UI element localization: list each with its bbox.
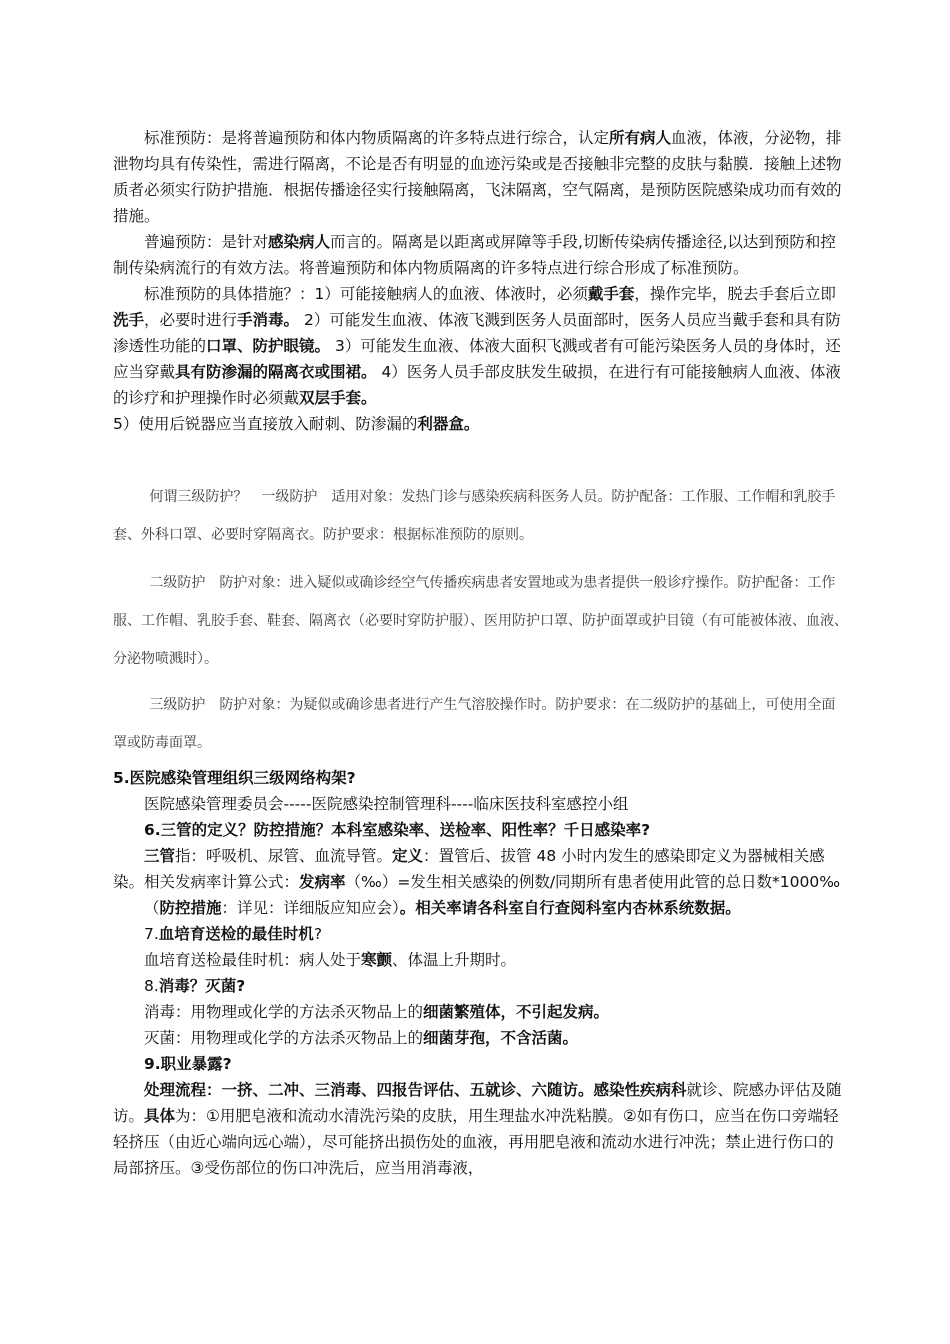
q7-body xyxy=(113,947,848,973)
text-run: 血培育送检最佳时机：病人处于 xyxy=(144,951,362,969)
q6-body xyxy=(113,843,848,895)
bold-run: 具体 xyxy=(144,1107,176,1125)
level2-protection xyxy=(113,564,848,678)
bold-run: 细菌繁殖体，不引起发病。 xyxy=(423,1003,610,1021)
bold-run: 戴手套 xyxy=(587,285,635,303)
bold-run: 感染病人 xyxy=(268,233,331,251)
text-run: ：详见：详细版应知应会） xyxy=(221,899,400,917)
q5-body: 医院感染管理委员会-----医院感染控制管理科----临床医技科室感控小组 xyxy=(144,795,629,813)
text-run: 而言的。隔离是以距离或屏障等手段,切断传染病传播途径,以达到预防和控制传染病流行的有效方法。将普遍预防和体内物质隔离的许多特点进行综合形成了标准预防。 xyxy=(113,233,836,277)
text-run: 5）使用后锐器应当直接放入耐刺、防渗漏的 xyxy=(113,415,418,433)
bold-run: 。相关率请各科室自行查阅科室内杏林系统数据。 xyxy=(399,899,741,917)
text-run: 普遍预防：是针对 xyxy=(144,233,269,251)
level3-protection xyxy=(113,686,848,762)
q9-title xyxy=(113,1051,848,1077)
q8-title xyxy=(113,973,848,999)
standard-precautions-section xyxy=(113,125,848,437)
q6-measures xyxy=(113,895,848,921)
bold-run: 处理流程：一挤、二冲、三消毒、四报告评估、五就诊、六随访。感染性疾病科 xyxy=(144,1081,687,1099)
text-run: 4）医务人员手部皮肤发生破损，在进行有可能接触病人血液、体液的诊疗和护理操作时必须戴 xyxy=(113,363,841,407)
text-run: ，操作完毕，脱去手套后立即 xyxy=(634,285,836,303)
bold-run: 三管 xyxy=(144,847,176,865)
q6-title xyxy=(113,817,848,843)
qa-section xyxy=(113,765,848,1181)
bold-run: 手消毒。 xyxy=(237,311,300,329)
text-run: ：置管后、拔管 48 小时内发生的感染即定义为器械相关感染。相关发病率计算公式： xyxy=(113,847,825,891)
q7-title xyxy=(113,921,848,947)
text-run: （‰）=发生相关感染的例数/同期所有患者使用此管的总日数*1000‰ xyxy=(345,873,841,891)
bold-run: 利器盒。 xyxy=(417,415,480,433)
bold-run: 血培育送检的最佳时机 xyxy=(158,925,314,943)
bold-run: 定义 xyxy=(392,847,424,865)
text-run: 为：①用肥皂液和流动水清洗污染的皮肤，用生理盐水冲洗粘膜。②如有伤口，应当在伤口旁端轻轻挤压（由近心端向远心端），尽可能挤出损伤处的血液，再用肥皂液和流动水进行冲洗；禁止进行伤口的局部挤压。③受伤部位的伤口冲洗后，应当用消毒液， xyxy=(113,1107,839,1177)
bold-run: 消毒？灭菌? xyxy=(158,977,246,995)
q8-disinfection xyxy=(113,999,848,1025)
paragraph-standard-precautions xyxy=(113,125,848,229)
text-run: 7. xyxy=(144,925,159,943)
text-run: 、体温上升期时。 xyxy=(392,951,517,969)
text-run: 2）可能发生血液、体液飞溅到医务人员面部时，医务人员应当戴手套和具有防渗透性功能的 xyxy=(113,311,841,355)
paragraph-specific-measures xyxy=(113,281,848,411)
text-run: 就诊、院感办评估及随访。 xyxy=(113,1081,842,1125)
bold-run: 防控措施 xyxy=(159,899,222,917)
bold-run: 双层手套。 xyxy=(299,389,377,407)
bold-run: 6.三管的定义？防控措施？本科室感染率、送检率、阳性率？千日感染率? xyxy=(144,821,651,839)
bold-run: 细菌芽孢，不含活菌。 xyxy=(423,1029,579,1047)
text-run: 灭菌：用物理或化学的方法杀灭物品上的 xyxy=(144,1029,424,1047)
bold-run: 寒颤 xyxy=(361,951,393,969)
text-run: 指：呼吸机、尿管、血流导管。 xyxy=(175,847,393,865)
bold-run: 9.职业暴露? xyxy=(144,1055,232,1073)
text-run: 标准预防：是将普遍预防和体内物质隔离的许多特点进行综合，认定 xyxy=(144,129,610,147)
level1-protection xyxy=(113,478,848,554)
text-run: 8. xyxy=(144,977,159,995)
paragraph-universal-precautions xyxy=(113,229,848,281)
paragraph-level1: 何谓三级防护？ 一级防护 适用对象：发热门诊与感染疾病科医务人员。防护配备：工作服、工作帽和乳胶手套、外科口罩、必要时穿隔离衣。防护要求：根据标准预防的原则。 xyxy=(113,489,836,543)
bold-run: 口罩、防护眼镜。 xyxy=(206,337,331,355)
bold-run: 发病率 xyxy=(299,873,346,891)
text-run: 血液，体液，分泌物，排泄物均具有传染性，需进行隔离，不论是否有明显的血迹污染或是否接触非完整的皮肤与黏膜．接触上述物质者必须实行防护措施．根据传播途径实行接触隔离，飞沫隔离，空气隔离，是预防医院感染成功而有效的措施。 xyxy=(113,129,842,225)
q5-title xyxy=(113,765,848,791)
bold-run: 洗手 xyxy=(113,311,145,329)
q9-body xyxy=(113,1077,848,1181)
text-run: 消毒：用物理或化学的方法杀灭物品上的 xyxy=(144,1003,424,1021)
bold-run: 5.医院感染管理组织三级网络构架? xyxy=(113,769,356,787)
bold-run: 具有防渗漏的隔离衣或围裙。 xyxy=(175,363,377,381)
text-run: （ xyxy=(144,899,160,917)
paragraph-sharps xyxy=(113,411,848,437)
text-run: ? xyxy=(313,925,323,943)
paragraph-level2: 二级防护 防护对象：进入疑似或确诊经空气传播疾病患者安置地或为患者提供一般诊疗操作。防护配备：工作服、工作帽、乳胶手套、鞋套、隔离衣（必要时穿防护服）、医用防护口罩、防护面罩或护目镜（有可能被体液、血液、分泌物喷溅时）。 xyxy=(113,575,848,667)
paragraph-level3: 三级防护 防护对象：为疑似或确诊患者进行产生气溶胶操作时。防护要求：在二级防护的基础上，可使用全面罩或防毒面罩。 xyxy=(113,697,836,751)
bold-run: 所有病人 xyxy=(609,129,672,147)
text-run: ，必要时进行 xyxy=(144,311,238,329)
q8-sterilization xyxy=(113,1025,848,1051)
text-run: 3）可能发生血液、体液大面积飞溅或者有可能污染医务人员的身体时，还应当穿戴 xyxy=(113,337,841,381)
text-run: 标准预防的具体措施？：1）可能接触病人的血液、体液时，必须 xyxy=(144,285,588,303)
